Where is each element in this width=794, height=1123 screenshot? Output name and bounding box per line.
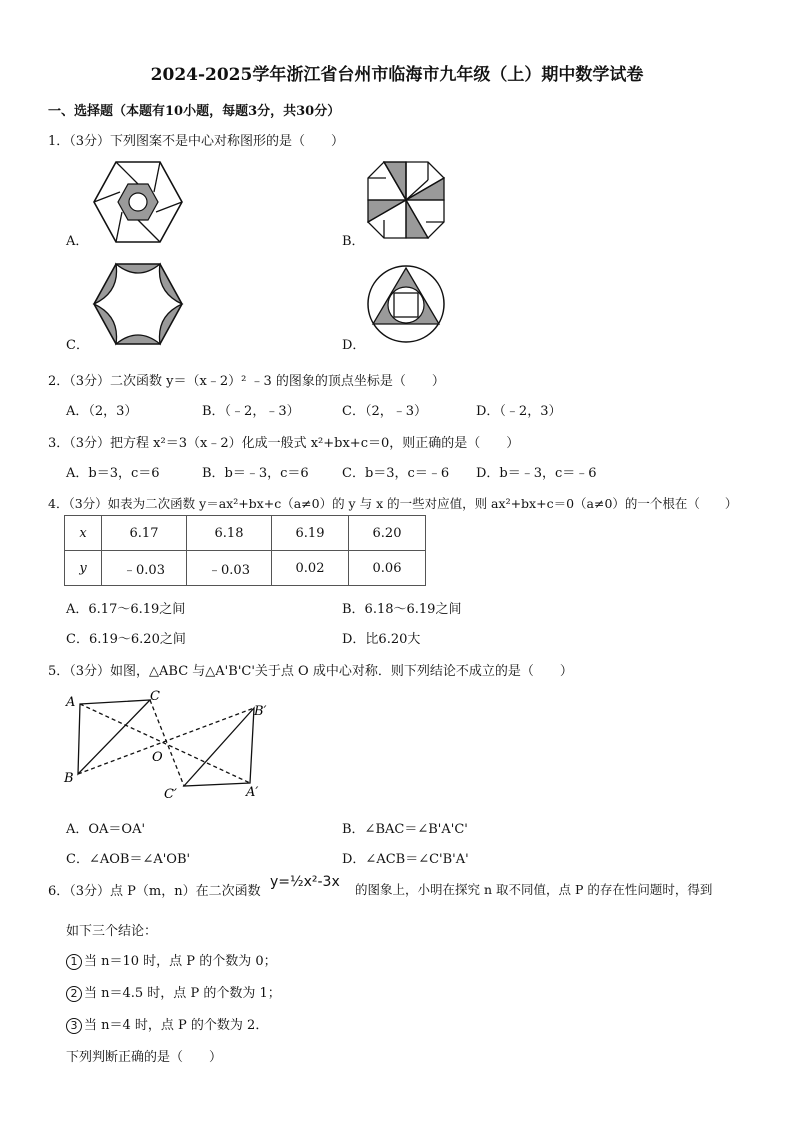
q5-label-b: B: [64, 771, 74, 786]
question-6-stem-line2: 如下三个结论：: [66, 924, 158, 939]
q6-conclusion-text: 当 n＝4.5 时，点 P 的个数为 1；: [84, 986, 281, 1001]
q6-formula: y=½x²-3x: [270, 874, 340, 890]
table-cell: 6.19: [272, 516, 349, 551]
circled-number-3: 3: [66, 1018, 82, 1034]
q4-value-table: [64, 515, 426, 586]
page-title: 2024-2025学年浙江省台州市临海市九年级（上）期中数学试卷: [150, 65, 644, 85]
table-cell: 0.02: [272, 551, 349, 586]
table-row: [65, 551, 426, 586]
q5-option-a: A．OA＝OA': [66, 822, 146, 837]
question-3-stem: 3．（3分）把方程 x²＝3（x﹣2）化成一般式 x²+bx+c＝0，则正确的是（ ）: [48, 436, 520, 451]
q6-conclusion-3: [66, 1014, 268, 1034]
table-cell: 6.20: [349, 516, 426, 551]
q5-option-d: D．∠ACB＝∠C'B'A': [342, 852, 469, 867]
q5-label-c-prime: C′: [164, 787, 177, 800]
q3-option-b: B．b＝﹣3，c＝6: [202, 466, 309, 481]
q5-label-c: C: [150, 689, 160, 704]
table-cell: 6.17: [102, 516, 187, 551]
q1-figure-d: [366, 264, 446, 344]
table-row: [65, 516, 426, 551]
q1-figure-b: [364, 158, 448, 242]
q4-option-a: A．6.17～6.19之间: [66, 602, 186, 617]
q4-option-d: D．比6.20大: [342, 632, 421, 647]
q3-option-a: A．b＝3，c＝6: [66, 466, 160, 481]
q1-option-a-label: A．: [66, 234, 89, 249]
q5-label-o: O: [152, 750, 163, 765]
table-cell: y: [65, 551, 102, 586]
circled-number-1: 1: [66, 954, 82, 970]
question-6-stem-end: 的图象上，小明在探究 n 取不同值，点 P 的存在性问题时，得到: [355, 882, 713, 897]
q1-figure-c: [92, 262, 184, 346]
q6-conclusion-text: 当 n＝4 时，点 P 的个数为 2．: [84, 1018, 269, 1033]
q5-option-b: B．∠BAC＝∠B'A'C': [342, 822, 468, 837]
q2-option-b: B．（﹣2，﹣3）: [202, 404, 300, 419]
q5-symmetry-figure: [60, 688, 280, 800]
q5-label-a: A: [66, 695, 76, 710]
table-cell: x: [65, 516, 102, 551]
question-5-stem: 5．（3分）如图，△ABC 与△A'B'C'关于点 O 成中心对称．则下列结论不成立的是（ ）: [48, 664, 573, 679]
q2-option-c: C．（2，﹣3）: [342, 404, 427, 419]
q5-option-c: C．∠AOB＝∠A'OB': [66, 852, 191, 867]
q6-conclusion-text: 当 n＝10 时，点 P 的个数为 0；: [84, 954, 277, 969]
q1-figure-a: [92, 160, 184, 244]
q6-judge-prompt: 下列判断正确的是（ ）: [66, 1050, 223, 1065]
table-cell: ﹣0.03: [187, 551, 272, 586]
table-cell: 6.18: [187, 516, 272, 551]
question-2-stem: 2．（3分）二次函数 y＝（x﹣2）² ﹣3 的图象的顶点坐标是（ ）: [48, 374, 445, 389]
question-4-stem: 4．（3分）如表为二次函数 y＝ax²+bx+c（a≠0）的 y 与 x 的一些对应值，则 ax²+bx+c＝0（a≠0）的一个根在（ ）: [48, 496, 738, 511]
q1-option-c-label: C．: [66, 338, 89, 353]
circled-number-2: 2: [66, 986, 82, 1002]
q5-label-a-prime: A′: [246, 785, 259, 800]
q3-option-d: D．b＝﹣3，c＝﹣6: [476, 466, 597, 481]
q2-option-d: D．（﹣2，3）: [476, 404, 562, 419]
section-heading-choice: 一、选择题（本题有10小题，每题3分，共30分）: [48, 104, 341, 119]
q3-option-c: C．b＝3，c＝﹣6: [342, 466, 450, 481]
q2-option-a: A．（2，3）: [66, 404, 138, 419]
q6-conclusion-2: [66, 982, 281, 1002]
q4-option-b: B．6.18～6.19之间: [342, 602, 462, 617]
question-1-stem: 1．（3分）下列图案不是中心对称图形的是（ ）: [48, 134, 345, 149]
table-cell: 0.06: [349, 551, 426, 586]
q6-conclusion-1: [66, 950, 277, 970]
table-cell: ﹣0.03: [102, 551, 187, 586]
question-6-stem-start: 6．（3分）点 P（m，n）在二次函数: [48, 884, 261, 899]
q5-label-b-prime: B′: [254, 704, 267, 719]
q4-option-c: C．6.19～6.20之间: [66, 632, 186, 647]
q1-option-b-label: B．: [342, 234, 365, 249]
q1-option-d-label: D．: [342, 338, 366, 353]
